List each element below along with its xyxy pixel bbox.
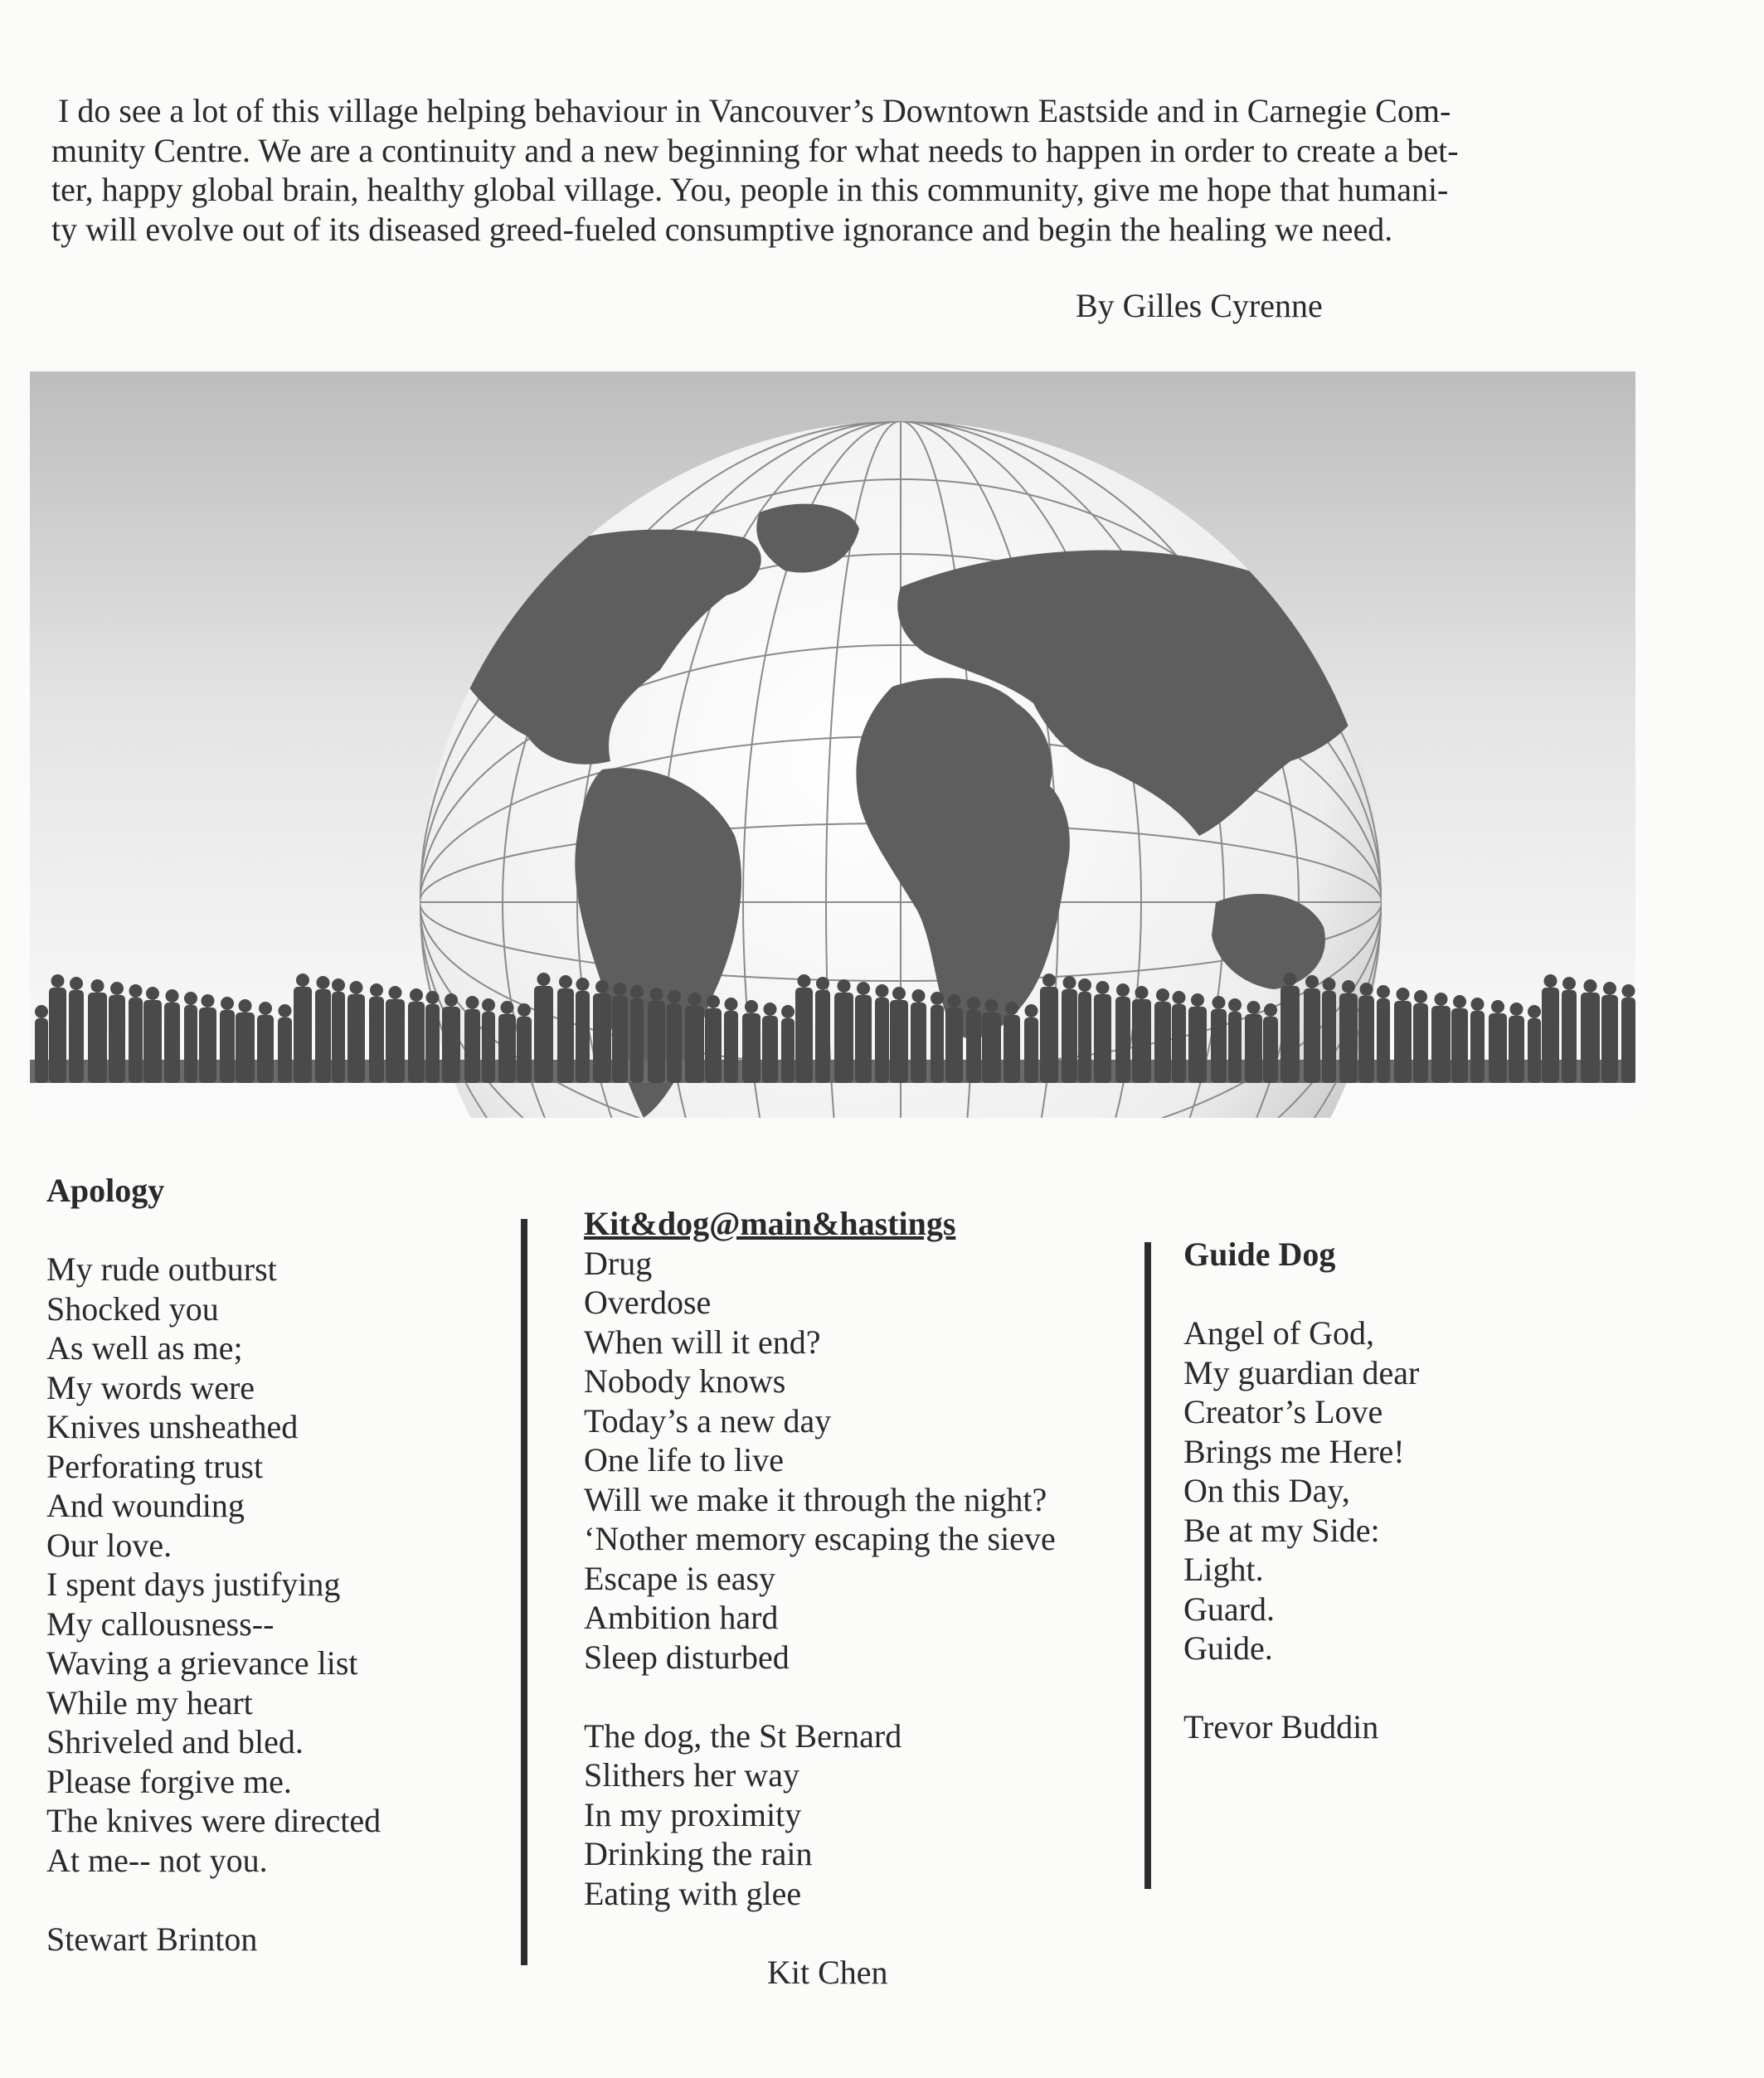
poem-kit-dog [584, 1204, 1056, 1913]
poem-line: Creator’s Love [1183, 1393, 1383, 1430]
poem-line: Drinking the rain [584, 1835, 813, 1872]
poem-line: While my heart [46, 1683, 253, 1721]
poem-line: ‘Nother memory escaping the sieve [584, 1520, 1056, 1557]
poem-line: My words were [46, 1368, 255, 1406]
poem-line: Be at my Side: [1183, 1511, 1380, 1549]
poem-line: In my proximity [584, 1795, 802, 1833]
poem-line: Light. [1183, 1551, 1264, 1588]
article-line: ter, happy global brain, healthy global village. You, people in this community, give me hope that humani- [51, 171, 1449, 208]
poem-line: I spent days justifying [46, 1566, 341, 1603]
poem-line: The knives were directed [46, 1802, 381, 1839]
poem-line: Perforating trust [46, 1447, 264, 1485]
poem-line: Guide. [1183, 1629, 1273, 1667]
poem-line: Escape is easy [584, 1559, 776, 1597]
poem-line: When will it end? [584, 1323, 821, 1361]
poem-line: One life to live [584, 1441, 785, 1478]
poem-author: Trevor Buddin [1183, 1708, 1379, 1745]
poem-author: Stewart Brinton [46, 1920, 258, 1958]
article-line: ty will evolve out of its diseased greed-fueled consumptive ignorance and begin the healing we need. [51, 210, 1393, 248]
poem-line: Shocked you [46, 1289, 219, 1328]
poem-line: Our love. [46, 1526, 173, 1564]
poem-line: As well as me; [46, 1329, 243, 1367]
column-divider [521, 1219, 527, 1965]
article-paragraph [51, 91, 1611, 249]
poem-line: Knives unsheathed [46, 1408, 299, 1445]
poem-line: Guard. [1183, 1590, 1275, 1628]
poem-line: At me-- not you. [46, 1841, 268, 1879]
poem-apology [46, 1171, 381, 1959]
article-line: munity Centre. We are a continuity and a new beginning for what needs to happen in order to create a bet- [51, 131, 1459, 169]
poem-line: Slithers her way [584, 1756, 799, 1794]
poem-line: The dog, the St Bernard [584, 1716, 902, 1755]
poem-author: Kit Chen [767, 1954, 888, 1991]
poem-line: And wounding [46, 1487, 245, 1524]
poem-line: Shriveled and bled. [46, 1723, 304, 1760]
poem-title: Apology [46, 1172, 165, 1209]
poem-line: Nobody knows [584, 1362, 786, 1400]
poem-line: Brings me Here! [1183, 1432, 1405, 1470]
poem-line: Sleep disturbed [584, 1638, 790, 1676]
poem-line: My guardian dear [1183, 1353, 1420, 1391]
poem-line: Drug [584, 1244, 653, 1282]
poem-line: My callousness-- [46, 1605, 275, 1643]
poem-line: My rude outburst [46, 1250, 277, 1288]
poem-line: Angel of God, [1183, 1314, 1374, 1352]
poem-line: On this Day, [1183, 1472, 1350, 1509]
poem-line: Ambition hard [584, 1599, 779, 1636]
globe-crowd-illustration [30, 371, 1635, 1118]
poem-line: Waving a grievance list [46, 1644, 358, 1682]
poem-line: Will we make it through the night? [584, 1480, 1047, 1518]
poem-title: Kit&dog@main&hastings [584, 1205, 956, 1242]
poem-line: Please forgive me. [46, 1762, 292, 1800]
article-line: I do see a lot of this village helping behaviour in Vancouver’s Downtown Eastside and in Carnegie Com- [58, 92, 1451, 129]
poem-line: Eating with glee [584, 1874, 802, 1912]
poem-line [584, 1677, 1056, 1716]
article-byline: By Gilles Cyrenne [1076, 287, 1323, 324]
poem-line: Overdose [584, 1284, 712, 1321]
poem-title: Guide Dog [1183, 1236, 1336, 1273]
poem-guide-dog [1183, 1235, 1419, 1747]
column-divider [1144, 1242, 1151, 1889]
poem-line: Today’s a new day [584, 1401, 832, 1440]
